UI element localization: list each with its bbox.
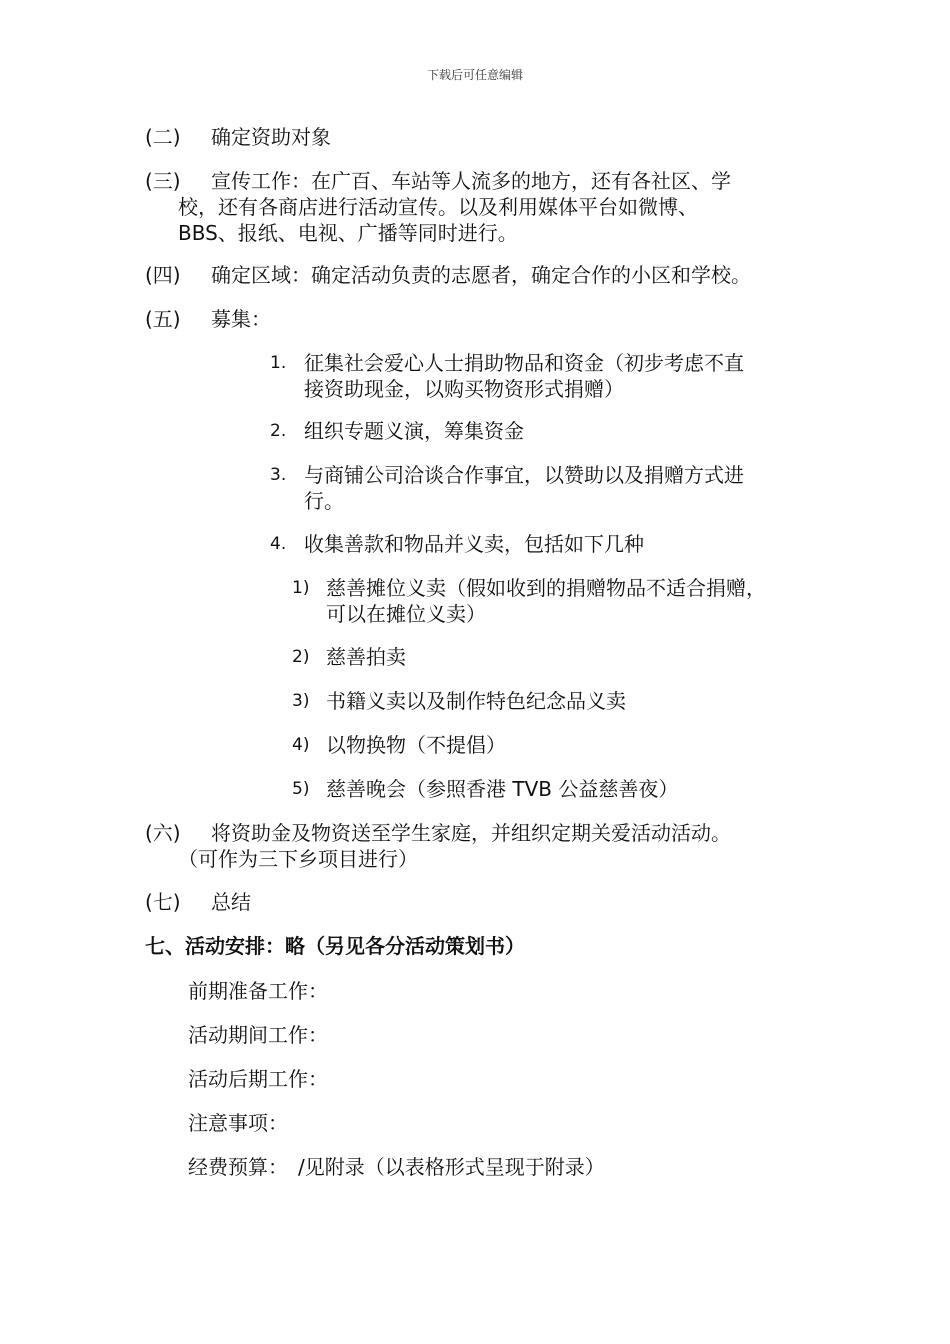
item-number: (四)	[145, 263, 181, 287]
sub-item-number: 4.	[270, 534, 287, 554]
item-number: (五)	[145, 307, 181, 331]
sub-item-text: 征集社会爱心人士捐助物品和资金（初步考虑不直	[304, 351, 744, 375]
sub-sub-item-number: 5)	[292, 779, 310, 799]
sub-item-number: 3.	[270, 465, 287, 485]
sub-sub-item-text: 以物换物（不提倡）	[326, 733, 506, 757]
sub-item-text: 组织专题义演，筹集资金	[304, 419, 524, 443]
sub-item-number: 1.	[270, 353, 287, 373]
item-text-continued: （可作为三下乡项目进行）	[178, 847, 418, 871]
sub-item-number: 2.	[270, 421, 287, 441]
sub-item-text: 与商铺公司洽谈合作事宜，以赞助以及捐赠方式进	[304, 463, 744, 487]
sub-sub-item-number: 1)	[292, 578, 310, 598]
item-text: 将资助金及物资送至学生家庭，并组织定期关爱活动活动。	[211, 821, 731, 845]
sub-item-text-continued: 接资助现金，以购买物资形式捐赠）	[304, 377, 624, 401]
item-text: 总结	[211, 890, 251, 914]
section-title: 七、活动安排：略（另见各分活动策划书）	[145, 934, 525, 958]
plain-line: 活动后期工作：	[188, 1067, 328, 1091]
item-number: (六)	[145, 821, 181, 845]
plain-line: 经费预算： /见附录（以表格形式呈现于附录）	[188, 1155, 605, 1179]
plain-line: 活动期间工作：	[188, 1023, 328, 1047]
item-number: (七)	[145, 890, 181, 914]
sub-item-text-continued: 行。	[304, 489, 344, 513]
item-number: (三)	[145, 169, 181, 193]
item-text: 确定区域：确定活动负责的志愿者，确定合作的小区和学校。	[211, 263, 751, 287]
plain-line: 注意事项：	[188, 1111, 288, 1135]
item-number: (二)	[145, 125, 181, 149]
item-text: 确定资助对象	[211, 125, 331, 149]
sub-sub-item-text: 慈善摊位义卖（假如收到的捐赠物品不适合捐赠，	[326, 576, 766, 600]
item-text-continued: BBS、报纸、电视、广播等同时进行。	[178, 221, 518, 245]
sub-sub-item-number: 3)	[292, 691, 310, 711]
sub-sub-item-number: 2)	[292, 647, 310, 667]
item-text: 宣传工作：在广百、车站等人流多的地方，还有各社区、学	[211, 169, 731, 193]
page-header: 下载后可任意编辑	[426, 68, 523, 82]
item-text-continued: 校，还有各商店进行活动宣传。以及利用媒体平台如微博、	[178, 195, 698, 219]
sub-item-text: 收集善款和物品并义卖，包括如下几种	[304, 532, 644, 556]
sub-sub-item-text: 慈善拍卖	[326, 645, 406, 669]
sub-sub-item-text: 书籍义卖以及制作特色纪念品义卖	[326, 689, 626, 713]
sub-sub-item-text: 慈善晚会（参照香港 TVB 公益慈善夜）	[326, 777, 679, 801]
sub-sub-item-number: 4)	[292, 735, 310, 755]
item-text: 募集：	[211, 307, 271, 331]
sub-sub-item-text-continued: 可以在摊位义卖）	[326, 602, 486, 626]
plain-line: 前期准备工作：	[188, 979, 328, 1003]
